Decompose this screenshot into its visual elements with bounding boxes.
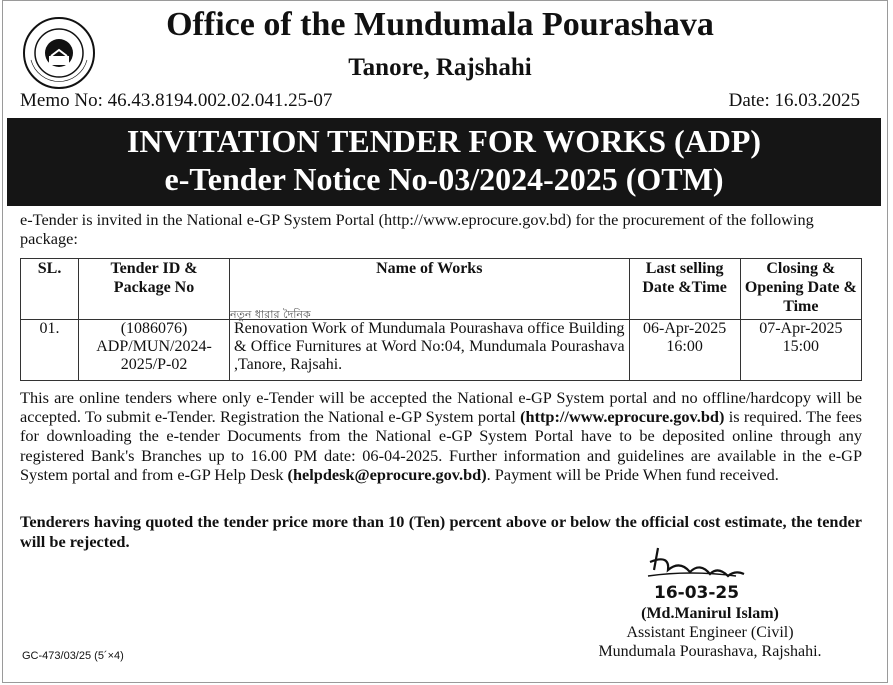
office-title: Office of the Mundumala Pourashava <box>166 6 714 43</box>
col-header-closing: Closing & Opening Date & Time <box>740 259 861 320</box>
cell-tender-id: (1086076) ADP/MUN/2024-2025/P-02 <box>79 320 230 381</box>
terms-text-3: . Payment will be Pride When fund received. <box>486 464 779 484</box>
memo-number: Memo No: 46.43.8194.002.02.041.25-07 <box>20 90 333 111</box>
banner-title: INVITATION TENDER FOR WORKS (ADP) <box>126 123 762 159</box>
signature-image <box>640 540 760 608</box>
terms-paragraph <box>20 388 862 484</box>
signatory-office: Mundumala Pourashava, Rajshahi. <box>598 643 822 660</box>
tender-table <box>20 258 862 381</box>
col-header-tender-id: Tender ID & Package No <box>79 259 230 320</box>
terms-text-1: This are online tenders where only e-Tender will be accepted the National e-GP System portal and no offline/hardcopy will be accepted. To submit e-Tender. Registration the National e-GP System portal <box>20 388 862 427</box>
memo-row <box>20 90 860 112</box>
rejection-warning: Tenderers having quoted the tender price more than 10 (Ten) percent above or below the official cost estimate, the tender will be rejected. <box>20 512 862 551</box>
col-header-last-selling: Last selling Date &Time <box>629 259 740 320</box>
signature-date: 16-03-25 <box>654 583 740 603</box>
signatory-block <box>570 604 850 661</box>
notice-banner <box>7 118 881 206</box>
cell-closing: 07-Apr-2025 15:00 <box>740 320 861 381</box>
signatory-designation: Assistant Engineer (Civil) <box>626 624 794 641</box>
portal-link[interactable]: (http://www.eprocure.gov.bd) <box>520 407 725 427</box>
cell-sl: 01. <box>21 320 79 381</box>
col-header-works: Name of Works <box>229 259 629 320</box>
cell-work-name: Renovation Work of Mundumala Pourashava office Building & Office Furnitures at Word No:04, Mundumala Pourashava ,Tanore, Rajsahi. <box>229 320 629 381</box>
table-row <box>21 320 862 381</box>
cell-last-selling: 06-Apr-2025 16:00 <box>629 320 740 381</box>
office-location: Tanore, Rajshahi <box>348 54 532 81</box>
watermark-caption: নতুন ধারার দৈনিক <box>230 308 311 321</box>
signatory-name: (Md.Manirul Islam) <box>641 605 779 622</box>
intro-paragraph: e-Tender is invited in the National e-GP System Portal (http://www.eprocure.gov.bd) for the procurement of the following package: <box>20 210 814 248</box>
terms-text-2: is required. The fees for downloading the e-tender Documents from the National e-GP System Portal have to be deposited online through any registered Bank's Branches up to 16.00 PM date: 06-04-2025. Further information and guidelines are available in the e-GP System portal and from e-GP Help Desk <box>20 407 862 484</box>
col-header-sl: SL. <box>21 259 79 320</box>
table-header-row <box>21 259 862 320</box>
helpdesk-email[interactable]: (helpdesk@eprocure.gov.bd) <box>287 464 487 484</box>
memo-date: Date: 16.03.2025 <box>728 90 860 111</box>
banner-notice-no: e-Tender Notice No-03/2024-2025 (OTM) <box>164 161 724 197</box>
footer-code: GC-473/03/25 (5´×4) <box>22 650 124 662</box>
